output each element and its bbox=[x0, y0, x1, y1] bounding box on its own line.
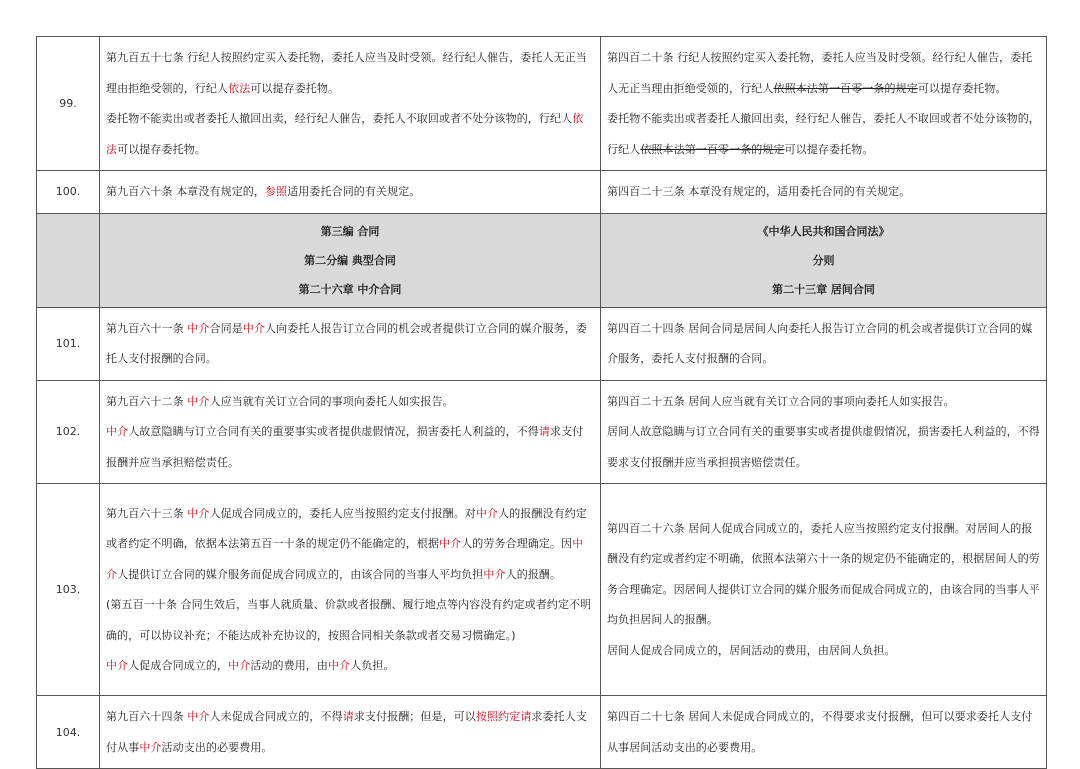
paragraph bbox=[607, 636, 1040, 667]
paragraph bbox=[106, 499, 594, 591]
contract-law-cell bbox=[601, 213, 1047, 307]
changed-text: 按照约定请 bbox=[475, 710, 532, 723]
header-line: 第三编 合同 bbox=[320, 224, 380, 238]
text-segment: 人的劳务合理确定。因 bbox=[461, 537, 573, 550]
paragraph bbox=[106, 387, 594, 418]
paragraph bbox=[607, 702, 1040, 763]
text-segment: 第九百六十条 本章没有规定的， bbox=[106, 185, 265, 198]
row-number: 103. bbox=[37, 484, 100, 696]
changed-text: 中介 bbox=[106, 537, 584, 581]
text-segment: 第九百六十二条 bbox=[106, 394, 188, 408]
text-segment: 人促成合同成立的，委托人应当按照约定支付报酬。对 bbox=[209, 506, 476, 520]
changed-text: 参照 bbox=[265, 185, 288, 198]
article-row bbox=[37, 484, 1047, 696]
civil-code-cell bbox=[100, 171, 601, 214]
text-segment: 可以提存委托物。 bbox=[784, 142, 874, 156]
paragraph bbox=[607, 104, 1040, 165]
changed-text: 中介 bbox=[187, 506, 210, 520]
article-row bbox=[37, 37, 1047, 171]
changed-text: 中介 bbox=[139, 740, 162, 754]
text-segment: 委托物不能卖出或者委托人撤回出卖，经行纪人催告，委托人不取回或者不处分该物的，行纪人 bbox=[106, 112, 573, 125]
text-segment: 人提供订立合同的媒介服务而促成合同成立的，由该合同的当事人平均负担 bbox=[117, 567, 484, 581]
header-line: 第二分编 典型合同 bbox=[304, 253, 396, 267]
text-segment: 第四百二十三条 本章没有规定的，适用委托合同的有关规定。 bbox=[607, 185, 911, 198]
text-segment: 居间人故意隐瞒与订立合同有关的重要事实或者提供虚假情况，损害委托人利益的，不得要求支付报酬并应当承担损害赔偿责任。 bbox=[607, 425, 1040, 469]
contract-law-cell bbox=[601, 484, 1047, 696]
text-segment: 求支付报酬并应当承担赔偿责任。 bbox=[106, 425, 584, 469]
section-header-row bbox=[37, 213, 1047, 307]
changed-text: 请 bbox=[538, 425, 551, 438]
contract-law-cell bbox=[601, 696, 1047, 769]
text-segment: 第四百二十七条 居间人未促成合同成立的，不得要求支付报酬，但可以要求委托人支付从事居间活动支出的必要费用。 bbox=[607, 710, 1033, 754]
paragraph bbox=[106, 651, 594, 682]
changed-text: 中介 bbox=[106, 659, 129, 672]
text-segment: 人未促成合同成立的，不得 bbox=[209, 710, 343, 723]
paragraph bbox=[607, 387, 1040, 418]
changed-text: 中介 bbox=[187, 321, 210, 335]
civil-code-cell bbox=[100, 307, 601, 380]
changed-text: 中介 bbox=[242, 321, 266, 335]
civil-code-cell bbox=[100, 696, 601, 769]
changed-text: 依法 bbox=[228, 81, 251, 95]
law-comparison-table bbox=[36, 36, 1047, 769]
civil-code-cell bbox=[100, 213, 601, 307]
text-segment: 可以提存委托物。 bbox=[917, 81, 1007, 95]
changed-text: 中介 bbox=[328, 659, 351, 672]
text-segment: 第九百六十三条 bbox=[106, 506, 188, 520]
changed-text: 依法 bbox=[106, 112, 584, 156]
text-segment: 人故意隐瞒与订立合同有关的重要事实或者提供虚假情况，损害委托人利益的，不得 bbox=[128, 425, 539, 438]
header-line: 第二十三章 居间合同 bbox=[772, 282, 875, 296]
text-segment: 求支付报酬；但是，可以 bbox=[353, 710, 476, 723]
changed-text: 中介 bbox=[106, 425, 129, 438]
text-segment: 活动支出的必要费用。 bbox=[161, 740, 273, 754]
changed-text: 中介 bbox=[483, 567, 506, 581]
article-row bbox=[37, 307, 1047, 380]
text-segment: 求委托人支付从事 bbox=[106, 710, 587, 754]
text-segment: 第四百二十四条 居间合同是居间人向委托人报告订立合同的机会或者提供订立合同的媒介服务，委托人支付报酬的合同。 bbox=[607, 321, 1033, 365]
header-line: 《中华人民共和国合同法》 bbox=[757, 224, 890, 238]
text-segment: 人向委托人报告订立合同的机会或者提供订立合同的媒介服务，委托人支付报酬的合同。 bbox=[106, 321, 587, 365]
text-segment: 第九百六十四条 bbox=[106, 710, 188, 723]
changed-text: 请 bbox=[342, 710, 354, 723]
contract-law-cell bbox=[601, 171, 1047, 214]
changed-text: 中介 bbox=[187, 394, 210, 408]
paragraph bbox=[106, 314, 594, 375]
changed-text: 中介 bbox=[475, 506, 499, 520]
text-segment: 适用委托合同的有关规定。 bbox=[287, 185, 421, 198]
paragraph bbox=[607, 43, 1040, 104]
paragraph bbox=[607, 417, 1040, 478]
changed-text: 中介 bbox=[187, 710, 210, 723]
paragraph bbox=[607, 314, 1040, 375]
header-line: 第二十六章 中介合同 bbox=[298, 282, 402, 296]
paragraph bbox=[106, 702, 594, 763]
text-segment: 第四百二十六条 居间人促成合同成立的，委托人应当按照约定支付报酬。对居间人的报酬没有约定或者约定不明确，依照本法第六十一条的规定仍不能确定的，根据居间人的劳务合理确定。因居间人提供订立合同的媒介服务而促成合同成立的，由该合同的当事人平均负担居间人的报酬。 bbox=[607, 521, 1040, 627]
paragraph bbox=[106, 104, 594, 165]
header-line: 分则 bbox=[812, 253, 835, 267]
text-segment: 人应当就有关订立合同的事项向委托人如实报告。 bbox=[209, 394, 454, 408]
text-segment: 人负担。 bbox=[350, 659, 395, 672]
text-segment: 第四百二十条 行纪人按照约定买入委托物，委托人应当及时受领。经行纪人催告，委托人无正当理由拒绝受领的，行纪人 bbox=[607, 51, 1033, 95]
contract-law-cell bbox=[601, 307, 1047, 380]
text-segment: 可以提存委托物。 bbox=[250, 81, 340, 95]
changed-text: 中介 bbox=[228, 659, 251, 672]
text-segment: 委托物不能卖出或者委托人撤回出卖，经行纪人催告，委托人不取回或者不处分该物的，行纪人 bbox=[607, 112, 1040, 156]
contract-law-cell bbox=[601, 37, 1047, 171]
text-segment: 第四百二十五条 居间人应当就有关订立合同的事项向委托人如实报告。 bbox=[607, 394, 955, 408]
civil-code-cell bbox=[100, 380, 601, 484]
text-segment: 第九百五十七条 行纪人按照约定买入委托物，委托人应当及时受领。经行纪人催告，委托人无正当理由拒绝受领的，行纪人 bbox=[106, 51, 587, 95]
contract-law-cell bbox=[601, 380, 1047, 484]
article-row bbox=[37, 696, 1047, 769]
text-segment: 活动的费用，由 bbox=[250, 659, 329, 672]
text-segment: 第九百六十一条 bbox=[106, 321, 188, 335]
text-segment: 合同是 bbox=[209, 321, 243, 335]
row-number: 100. bbox=[37, 171, 100, 214]
row-number: 102. bbox=[37, 380, 100, 484]
row-number bbox=[37, 213, 100, 307]
text-segment: 人的报酬。 bbox=[505, 567, 562, 581]
paragraph bbox=[106, 590, 594, 651]
row-number: 104. bbox=[37, 696, 100, 769]
article-row bbox=[37, 380, 1047, 484]
text-segment: 人的报酬没有约定或者约定不明确，依据本法第五百一十条的规定仍不能确定的，根据 bbox=[106, 506, 587, 550]
paragraph bbox=[607, 514, 1040, 636]
civil-code-cell bbox=[100, 484, 601, 696]
civil-code-cell bbox=[100, 37, 601, 171]
deleted-text: 依照本法第一百零一条的规定 bbox=[773, 81, 918, 95]
text-segment: 可以提存委托物。 bbox=[117, 142, 206, 156]
text-segment: 人促成合同成立的， bbox=[128, 659, 229, 672]
row-number: 101. bbox=[37, 307, 100, 380]
text-segment: (第五百一十条 合同生效后，当事人就质量、价款或者报酬、履行地点等内容没有约定或者约定不明确的，可以协议补充；不能达成补充协议的，按照合同相关条款或者交易习惯确定。) bbox=[106, 598, 592, 642]
paragraph bbox=[106, 43, 594, 104]
deleted-text: 依照本法第一百零一条的规定 bbox=[640, 142, 785, 156]
article-row bbox=[37, 171, 1047, 214]
changed-text: 中介 bbox=[439, 537, 462, 550]
paragraph bbox=[607, 177, 1040, 208]
paragraph bbox=[106, 417, 594, 478]
row-number: 99. bbox=[37, 37, 100, 171]
paragraph bbox=[106, 177, 594, 208]
text-segment: 居间人促成合同成立的，居间活动的费用，由居间人负担。 bbox=[607, 643, 896, 657]
